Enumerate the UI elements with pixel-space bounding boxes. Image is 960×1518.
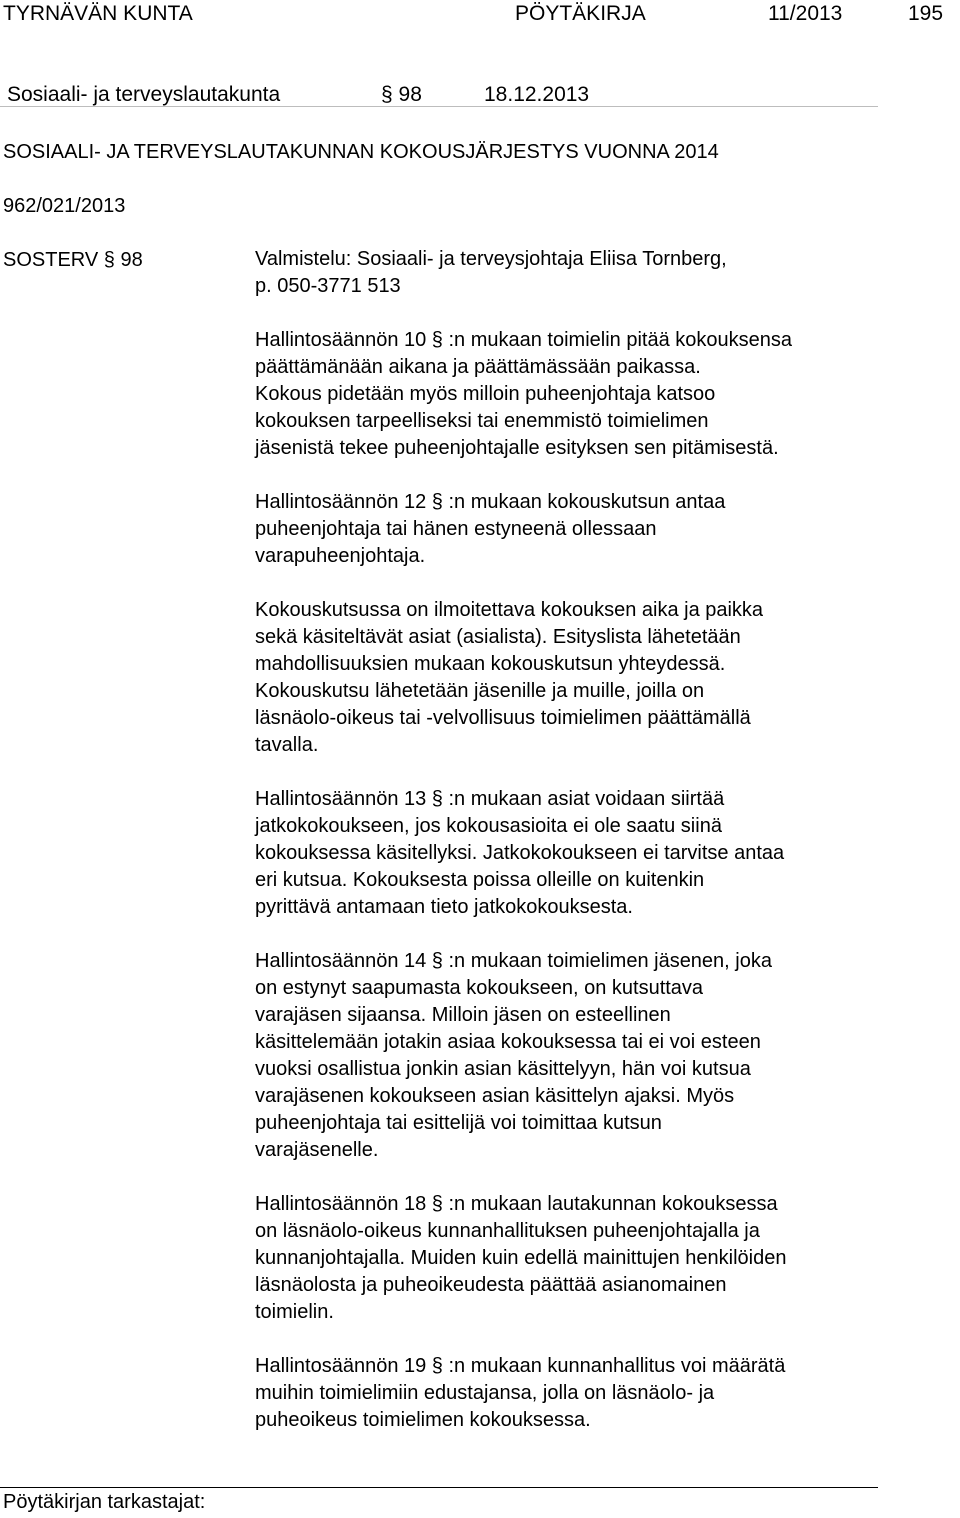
text-line: läsnäolo-oikeus tai -velvollisuus toimielimen päättämällä bbox=[255, 707, 751, 729]
text-line: kunnanjohtajalla. Muiden kuin edellä mainittujen henkilöiden bbox=[255, 1247, 787, 1269]
text-line: Hallintosäännön 14 § :n mukaan toimielimen jäsenen, joka bbox=[255, 950, 772, 972]
text-line: on läsnäolo-oikeus kunnanhallituksen puheenjohtajalla ja bbox=[255, 1220, 760, 1242]
reviewers-label: Pöytäkirjan tarkastajat: bbox=[3, 1491, 206, 1513]
text-line: kokouksessa käsitellyksi. Jatkokokoukseen ei tarvitse antaa bbox=[255, 842, 785, 864]
paragraph-section-14 bbox=[255, 948, 895, 1164]
text-line: Hallintosäännön 10 § :n mukaan toimielin pitää kokouksensa bbox=[255, 329, 793, 351]
text-line: Hallintosäännön 18 § :n mukaan lautakunnan kokouksessa bbox=[255, 1193, 778, 1215]
page-number: 195 bbox=[908, 2, 944, 25]
header-divider bbox=[0, 106, 878, 107]
text-line: puheenjohtaja tai esittelijä voi toimittaa kutsun bbox=[255, 1112, 662, 1134]
text-line: varajäsenelle. bbox=[255, 1139, 379, 1161]
record-number: 962/021/2013 bbox=[3, 195, 126, 217]
paragraph-section-13 bbox=[255, 786, 895, 921]
text-line: varapuheenjohtaja. bbox=[255, 545, 426, 567]
text-line: on estynyt saapumasta kokoukseen, on kutsuttava bbox=[255, 977, 704, 999]
text-line: päättämänään aikana ja päättämässään paikassa. bbox=[255, 356, 701, 378]
text-line: Hallintosäännön 13 § :n mukaan asiat voidaan siirtää bbox=[255, 788, 725, 810]
text-line: Kokous pidetään myös milloin puheenjohtaja katsoo bbox=[255, 383, 716, 405]
text-line: kokouksen tarpeelliseksi tai enemmistö toimielimen bbox=[255, 410, 709, 432]
municipality-name: TYRNÄVÄN KUNTA bbox=[3, 2, 193, 25]
preparer-line: Valmistelu: Sosiaali- ja terveysjohtaja Eliisa Tornberg, bbox=[255, 248, 727, 270]
footer-divider bbox=[0, 1487, 878, 1488]
preparer-line: p. 050-3771 513 bbox=[255, 275, 401, 297]
text-line: Hallintosäännön 19 § :n mukaan kunnanhallitus voi määrätä bbox=[255, 1355, 786, 1377]
text-line: muihin toimielimiin edustajansa, jolla on läsnäolo- ja bbox=[255, 1382, 715, 1404]
text-line: läsnäolosta ja puheoikeudesta päättää asianomainen bbox=[255, 1274, 727, 1296]
text-line: Hallintosäännön 12 § :n mukaan kokouskutsun antaa bbox=[255, 491, 726, 513]
text-line: Kokouskutsu lähetetään jäsenille ja muille, joilla on bbox=[255, 680, 705, 702]
paragraph-section-12 bbox=[255, 489, 895, 570]
text-line: jäsenistä tekee puheenjohtajalle esityksen sen pitämisestä. bbox=[255, 437, 779, 459]
item-body bbox=[255, 327, 895, 1434]
paragraph-section-18 bbox=[255, 1191, 895, 1326]
text-line: varajäsenen kokoukseen asian käsittelyn ajaksi. Myös bbox=[255, 1085, 735, 1107]
board-name: Sosiaali- ja terveyslautakunta bbox=[7, 83, 281, 106]
paragraph-meeting-notice bbox=[255, 597, 895, 759]
meeting-section: § 98 bbox=[381, 83, 422, 106]
text-line: toimielin. bbox=[255, 1301, 334, 1323]
preparer-block bbox=[255, 246, 895, 300]
meeting-date: 18.12.2013 bbox=[484, 83, 590, 106]
text-line: jatkokokoukseen, jos kokousasioita ei ole saatu siinä bbox=[255, 815, 722, 837]
paragraph-section-19 bbox=[255, 1353, 895, 1434]
text-line: eri kutsua. Kokouksesta poissa olleille on kuitenkin bbox=[255, 869, 705, 891]
text-line: pyrittävä antamaan tieto jatkokokouksesta. bbox=[255, 896, 633, 918]
text-line: Kokouskutsussa on ilmoitettava kokouksen aika ja paikka bbox=[255, 599, 764, 621]
text-line: tavalla. bbox=[255, 734, 319, 756]
text-line: varajäsen sijaansa. Milloin jäsen on esteellinen bbox=[255, 1004, 671, 1026]
item-title: SOSIAALI- JA TERVEYSLAUTAKUNNAN KOKOUSJÄRJESTYS VUONNA 2014 bbox=[3, 141, 719, 163]
text-line: puheoikeus toimielimen kokouksessa. bbox=[255, 1409, 591, 1431]
text-line: mahdollisuuksien mukaan kokouskutsun yhteydessä. bbox=[255, 653, 726, 675]
document-number: 11/2013 bbox=[768, 2, 843, 25]
paragraph-section-10 bbox=[255, 327, 895, 462]
text-line: käsittelemään jotakin asiaa kokouksessa tai ei voi esteen bbox=[255, 1031, 761, 1053]
item-reference: SOSTERV § 98 bbox=[3, 249, 143, 271]
text-line: sekä käsiteltävät asiat (asialista). Esityslista lähetetään bbox=[255, 626, 741, 648]
text-line: vuoksi osallistua jonkin asian käsittelyyn, hän voi kutsua bbox=[255, 1058, 751, 1080]
document-type: PÖYTÄKIRJA bbox=[515, 2, 646, 25]
text-line: puheenjohtaja tai hänen estyneenä ollessaan bbox=[255, 518, 657, 540]
